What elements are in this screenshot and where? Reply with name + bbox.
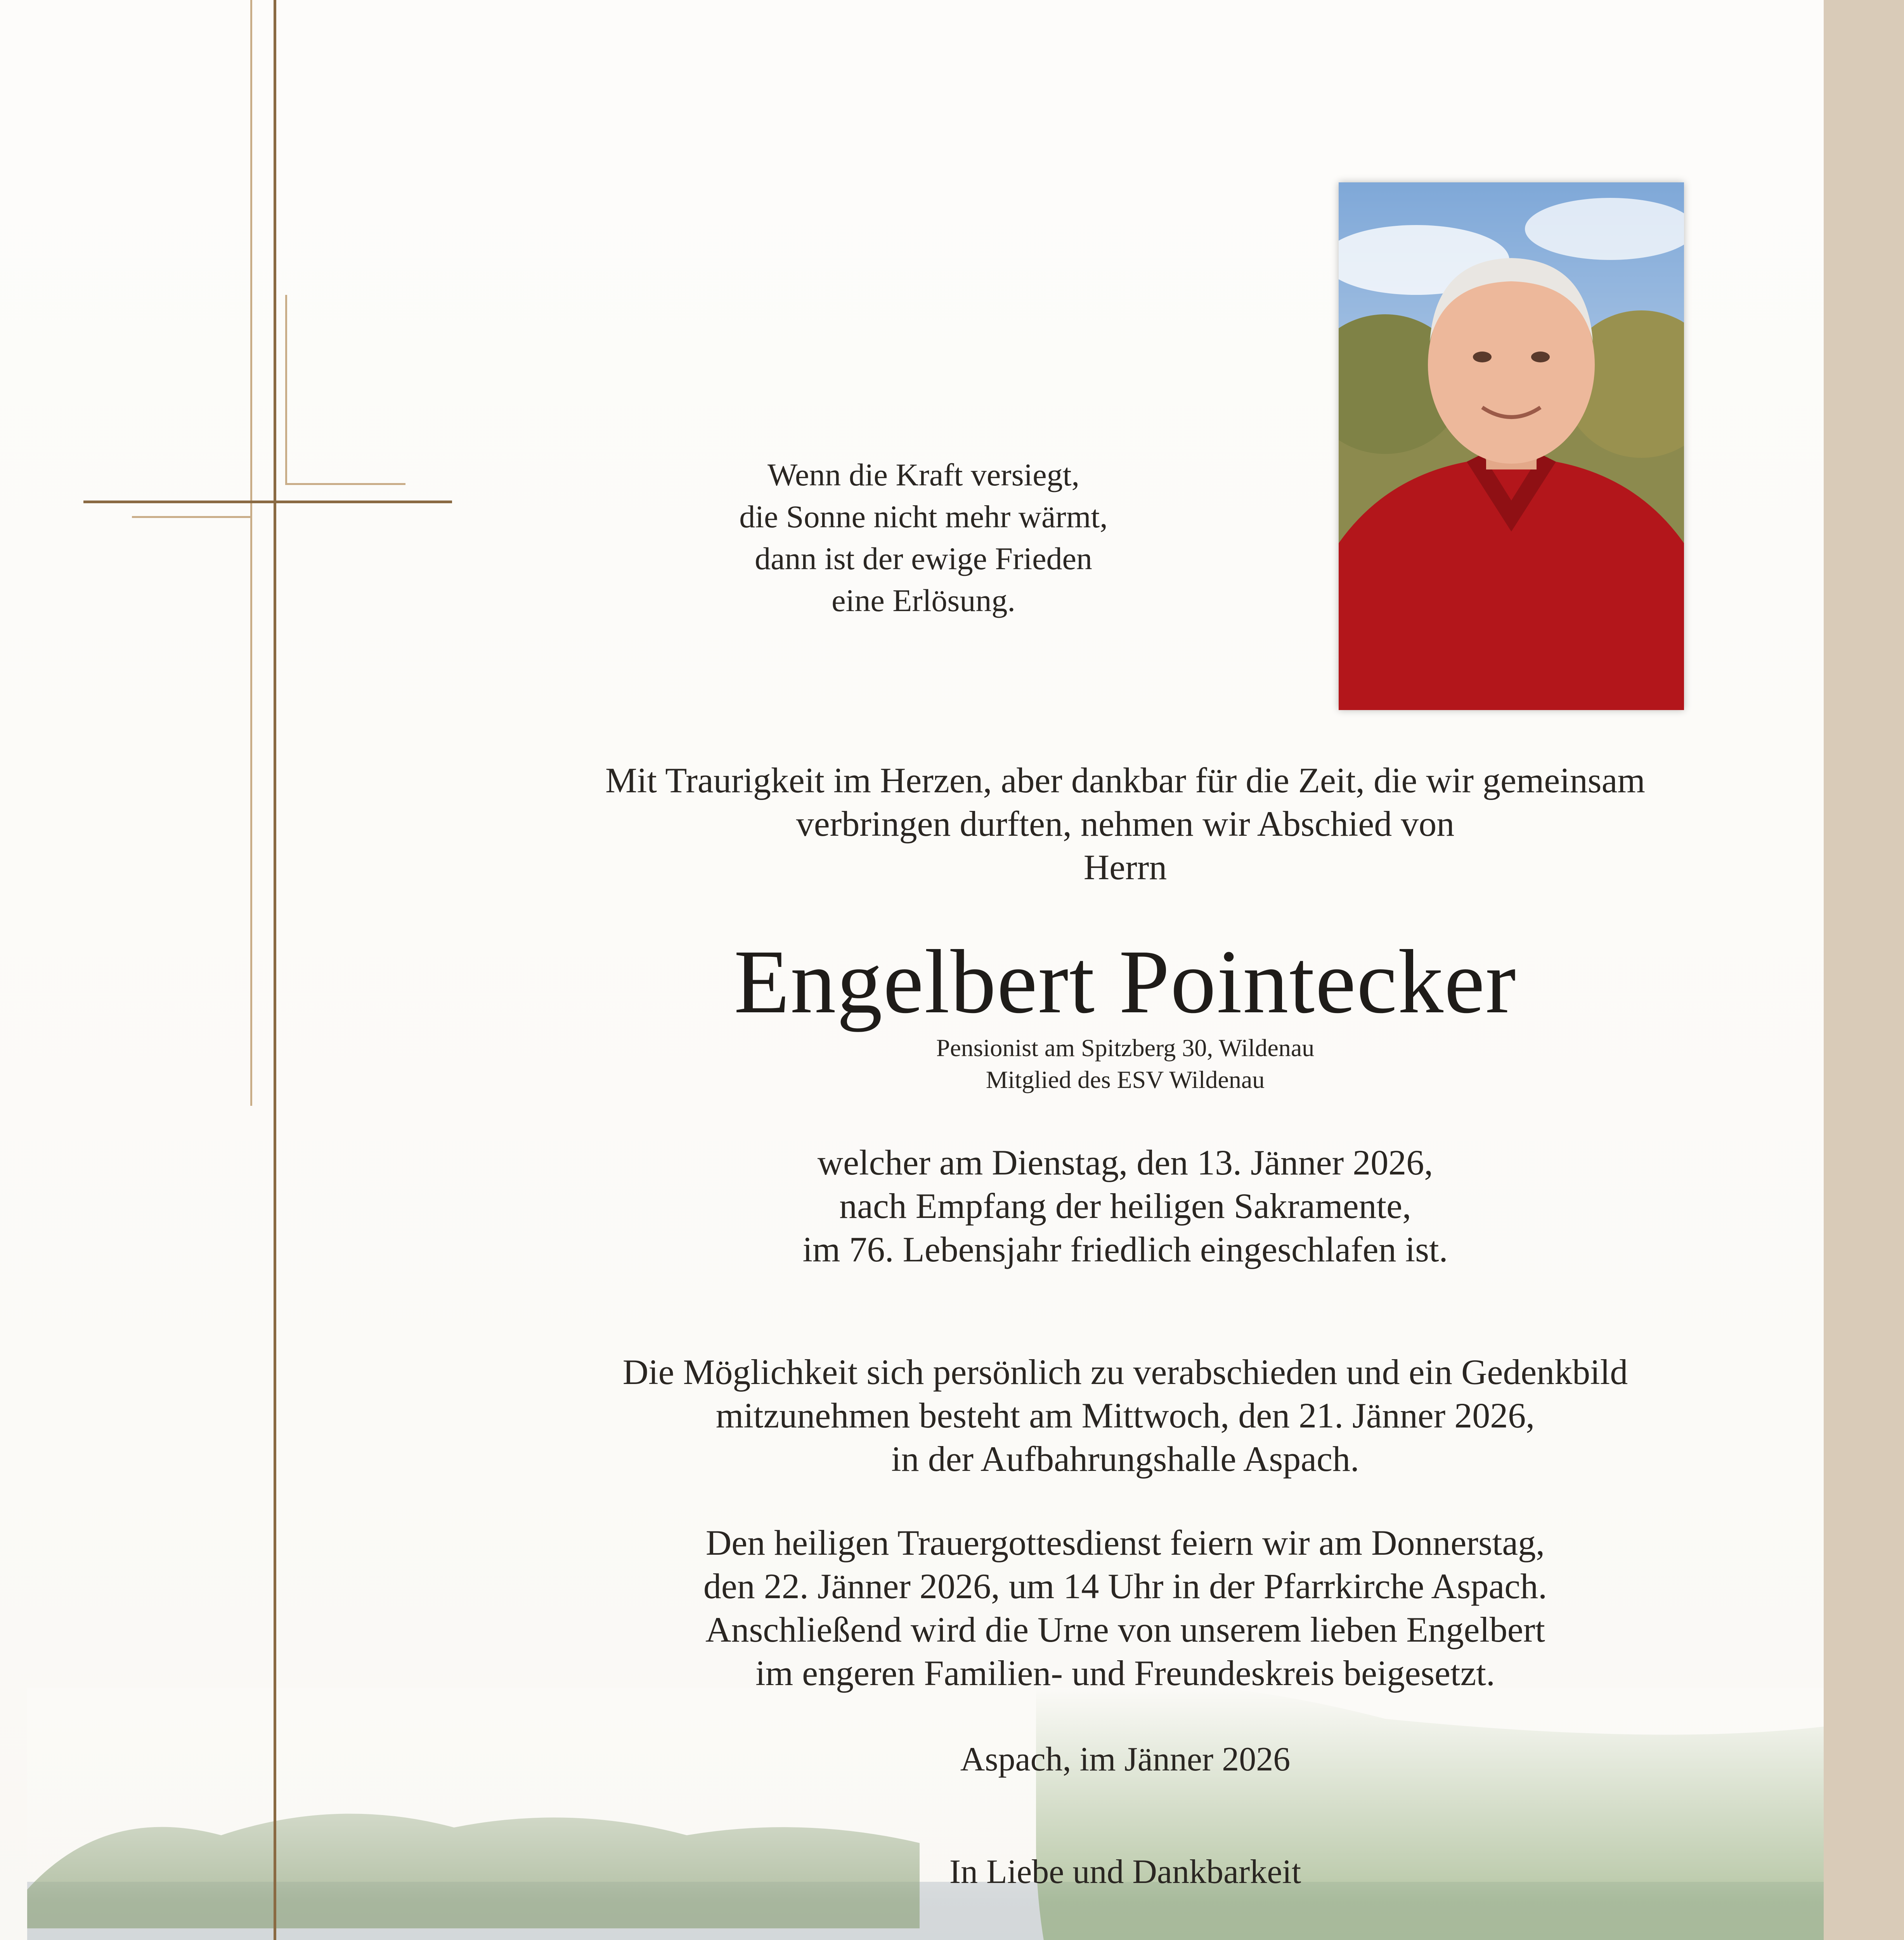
deceased-occupation: Pensionist am Spitzberg 30, Wildenau Mitglied des ESV Wildenau xyxy=(936,1034,1315,1093)
portrait-photo xyxy=(1339,182,1684,710)
death-notice: welcher am Dienstag, den 13. Jänner 2026, nach Empfang der heiligen Sakramente, im 76. Lebensjahr friedlich eingeschlafen ist. xyxy=(802,1143,1448,1269)
closing-phrase: In Liebe und Dankbarkeit xyxy=(949,1853,1301,1891)
lake-landscape-image xyxy=(27,1688,1824,1940)
deceased-name: Engelbert Pointecker xyxy=(734,931,1517,1032)
viewing-info: Die Möglichkeit sich persönlich zu verabschieden und ein Gedenkbild mitzunehmen besteht am Mittwoch, den 21. Jänner 2026, in der Aufbahrungshalle Aspach. xyxy=(622,1352,1628,1479)
memorial-poem: Wenn die Kraft versiegt, die Sonne nicht mehr wärmt, dann ist der ewige Frieden eine Erlösung. xyxy=(739,457,1108,618)
farewell-intro: Mit Traurigkeit im Herzen, aber dankbar für die Zeit, die wir gemeinsam verbringen durften, nehmen wir Abschied von Herrn xyxy=(605,760,1645,887)
funeral-service-info: Den heiligen Trauergottesdienst feiern wir am Donnerstag, den 22. Jänner 2026, um 14 Uhr in der Pfarrkirche Aspach. Anschließend wird die Urne von unserem lieben Engelbert im engeren Familien- und Freundeskreis beigesetzt. xyxy=(703,1523,1547,1693)
cross-horizontal-line-light xyxy=(132,516,252,518)
cross-vertical-line-right xyxy=(285,295,287,485)
place-date: Aspach, im Jänner 2026 xyxy=(960,1741,1291,1778)
cross-horizontal-line-dark xyxy=(83,501,452,503)
cross-horizontal-line-top xyxy=(285,483,405,485)
